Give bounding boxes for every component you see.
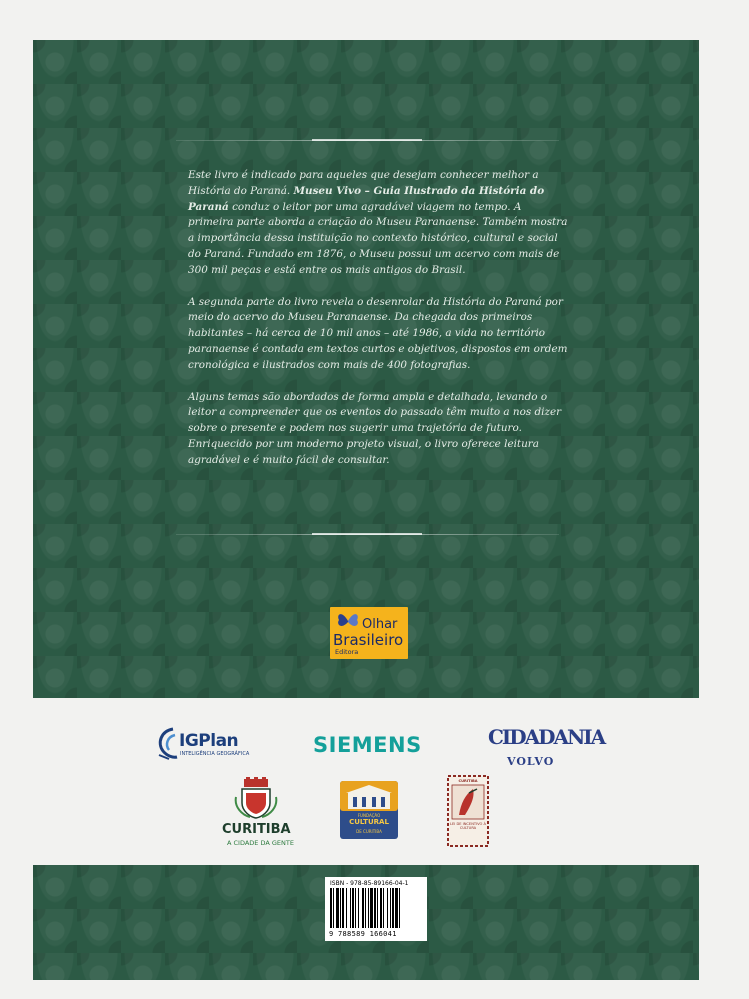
barcode-bar bbox=[390, 888, 391, 928]
isbn-label: ISBN - 978-85-89166-04-1 bbox=[330, 880, 409, 887]
butterfly-icon bbox=[336, 610, 360, 632]
barcode-bar bbox=[365, 888, 366, 928]
barcode-bar bbox=[380, 888, 382, 928]
barcode-bars bbox=[329, 888, 423, 930]
book-title-inline: Museu Vivo – Guia Ilustrado da História do Paraná bbox=[188, 184, 545, 213]
barcode-bar bbox=[346, 888, 347, 928]
bottom-divider bbox=[176, 534, 559, 535]
barcode-bar bbox=[370, 888, 373, 928]
stamp-icon bbox=[447, 775, 489, 847]
igplan-logo bbox=[155, 725, 265, 770]
barcode-bar bbox=[374, 888, 376, 928]
stamp-top-text: CURITIBA bbox=[458, 779, 478, 783]
igplan-name: IGPlan bbox=[179, 731, 239, 751]
barcode-bar bbox=[392, 888, 394, 928]
fundacao-line3: DE CURITIBA bbox=[356, 829, 382, 834]
description-paragraph-3: Alguns temas são abordados de forma ampla e detalhada, levando o leitor a compreender que os eventos do passado têm muito a nos dizer sobre o presente e podem nos sugerir uma trajetória de futuro. Enriquecido por um moderno projeto visual, o livro oferece leitura agradável e é muito fácil de consultar. bbox=[188, 390, 562, 466]
barcode-bar bbox=[362, 888, 364, 928]
publisher-logo bbox=[330, 607, 408, 659]
cidadania-volvo-logo bbox=[485, 725, 605, 773]
barcode-bar bbox=[355, 888, 356, 928]
publisher-name-line3: Editora bbox=[335, 648, 359, 656]
curitiba-coat-of-arms-icon bbox=[234, 777, 278, 819]
cidadania-name: CIDADANIA bbox=[488, 725, 605, 749]
barcode-bar bbox=[377, 888, 378, 928]
isbn-digits: 9 788589 166041 bbox=[329, 930, 397, 938]
igplan-tagline: INTELIGÊNCIA GEOGRÁFICA bbox=[180, 751, 250, 757]
fundacao-line2: CULTURAL bbox=[349, 818, 389, 826]
stamp-bottom-text: LEI DE INCENTIVO À CULTURA bbox=[450, 822, 486, 831]
curitiba-logo bbox=[213, 777, 303, 847]
barcode-bar bbox=[395, 888, 398, 928]
description-paragraph-1 bbox=[188, 168, 568, 279]
volvo-name: VOLVO bbox=[507, 755, 555, 768]
paragraph-1-segment: conduz o leitor por uma agradável viagem no tempo. A primeira parte aborda a criação do Museu Paranaense. Também mostra a importância dessa instituição no contexto histórico, cultural e social do Paraná. Fundado em 1876, o Museu possui um acervo com mais de 300 mil peças e está entre os mais antigos do Brasil. bbox=[188, 200, 568, 276]
curitiba-slogan: A CIDADE DA GENTE bbox=[227, 839, 294, 847]
barcode-bar bbox=[350, 888, 351, 928]
barcode-bar bbox=[336, 888, 339, 928]
publisher-name-line2: Brasileiro bbox=[333, 631, 404, 649]
top-divider bbox=[176, 140, 559, 141]
paragraph-1-segment: Este livro é indicado para aqueles que desejam conhecer melhor a História do Paraná. bbox=[188, 169, 539, 197]
barcode-bar bbox=[342, 888, 344, 928]
description-text bbox=[188, 168, 568, 485]
barcode-bar bbox=[340, 888, 341, 928]
barcode-bar bbox=[383, 888, 384, 928]
barcode-bar bbox=[387, 888, 388, 928]
siemens-logo: SIEMENS bbox=[313, 733, 422, 757]
barcode-bar bbox=[368, 888, 369, 928]
curitiba-name: CURITIBA bbox=[222, 822, 291, 837]
fundacao-cultural-logo bbox=[340, 781, 398, 839]
barcode-bar bbox=[352, 888, 354, 928]
lei-incentivo-cultura-stamp bbox=[447, 775, 489, 847]
isbn-barcode bbox=[325, 877, 427, 941]
barcode-bar bbox=[333, 888, 334, 928]
fundacao-line1: FUNDAÇÃO bbox=[357, 813, 381, 818]
barcode-bar bbox=[330, 888, 332, 928]
barcode-bar bbox=[399, 888, 400, 928]
barcode-bar bbox=[358, 888, 359, 928]
publisher-name-line1: Olhar bbox=[362, 617, 398, 632]
description-paragraph-2: A segunda parte do livro revela o desenrolar da História do Paraná por meio do acervo do Museu Paranaense. Da chegada dos primeiros habitantes – há cerca de 10 mil anos – até 1986, a vida no território paranaense é contada em textos curtos e objetivos, dispostos em ordem cronológica e ilustrados com mais de 400 fotografias. bbox=[188, 295, 568, 371]
